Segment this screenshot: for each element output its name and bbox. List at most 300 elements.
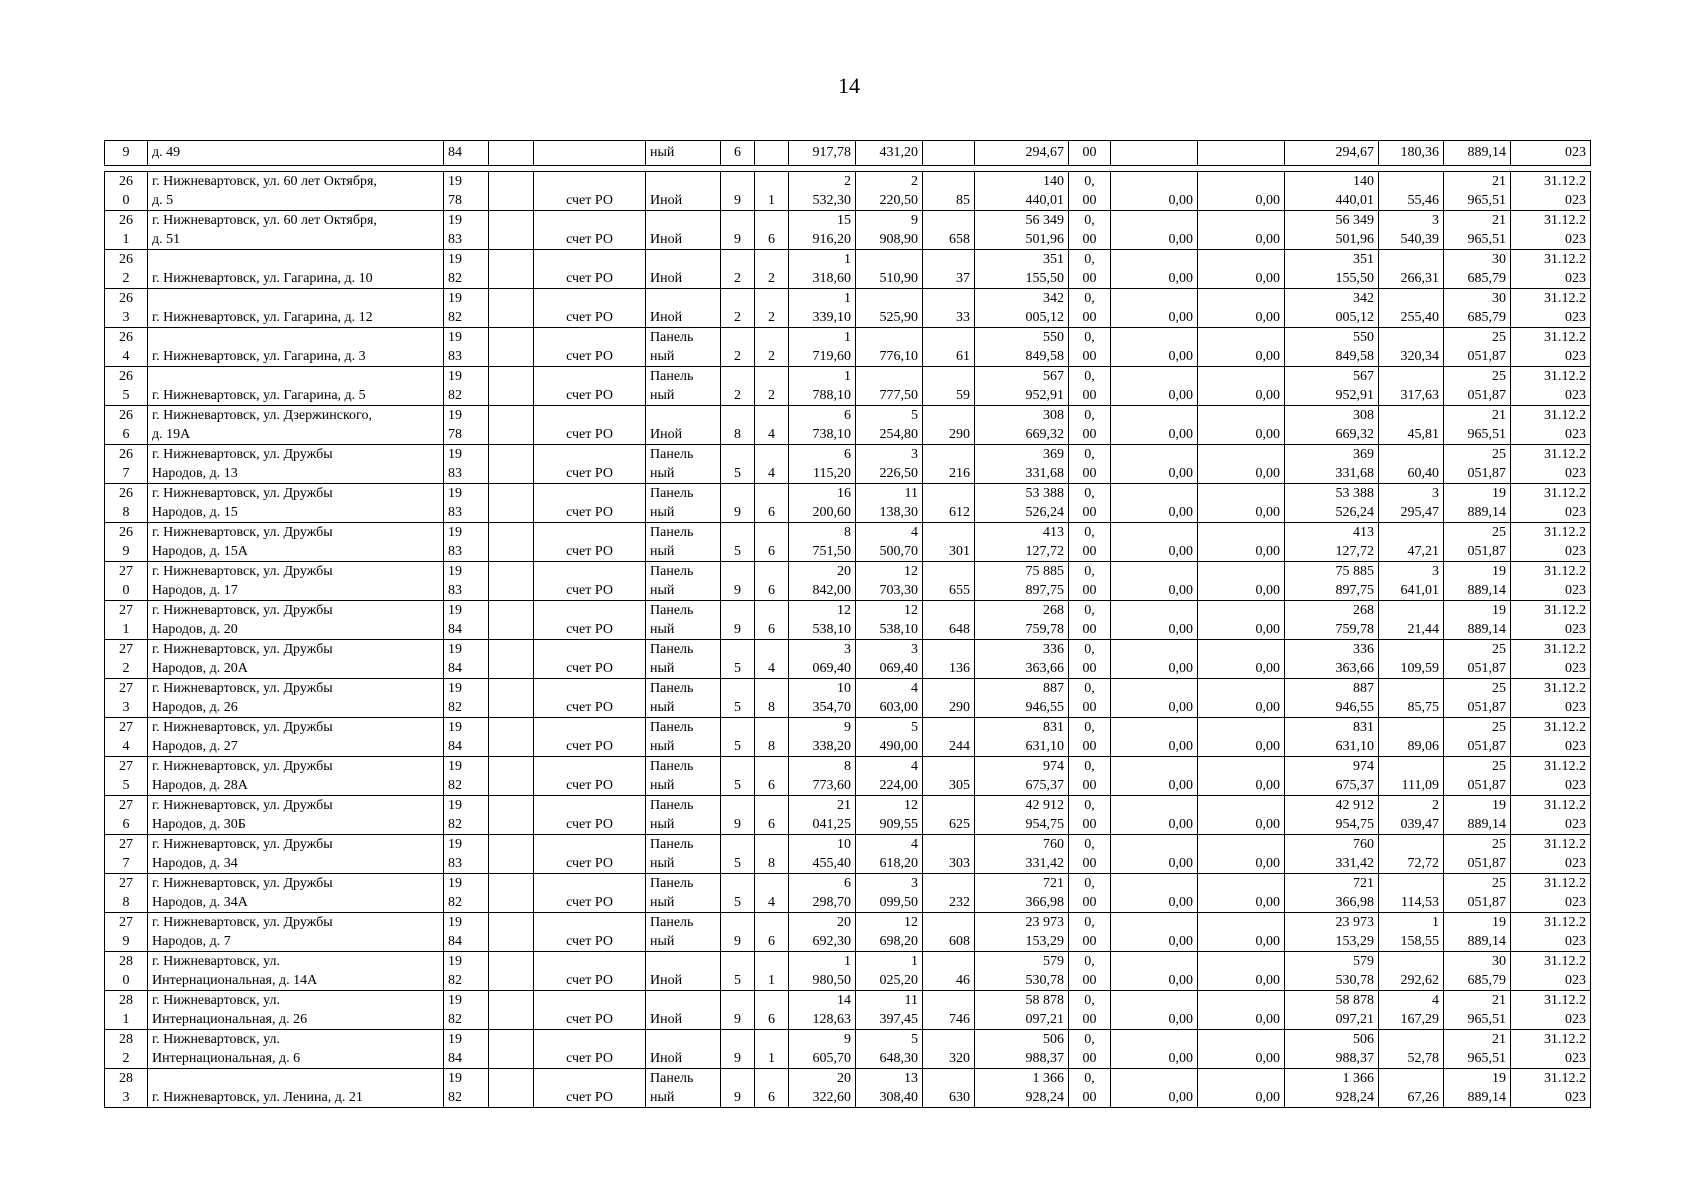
table-row <box>105 523 1591 562</box>
table-cell: 268 759,78 <box>975 601 1069 640</box>
table-row <box>105 952 1591 991</box>
table-cell: 0,00 <box>1111 211 1198 250</box>
table-row <box>105 367 1591 406</box>
table-cell: 9 <box>721 484 755 523</box>
table-cell: 5 <box>721 757 755 796</box>
table-cell: 3 641,01 <box>1379 562 1444 601</box>
table-cell: 30 685,79 <box>1444 289 1511 328</box>
table-cell: 59 <box>923 367 975 406</box>
table-cell: 292,62 <box>1379 952 1444 991</box>
table-cell: 19 889,14 <box>1444 601 1511 640</box>
table-cell: 0, 00 <box>1069 835 1111 874</box>
table-cell: 0,00 <box>1198 406 1285 445</box>
table-cell: Иной <box>646 952 721 991</box>
table-cell: счет РО <box>534 172 646 211</box>
table-cell: 12 909,55 <box>856 796 923 835</box>
table-cell: 00 <box>1069 141 1111 166</box>
table-cell: 974 675,37 <box>975 757 1069 796</box>
table-cell: 5 <box>721 523 755 562</box>
table-cell: 3 295,47 <box>1379 484 1444 523</box>
table-cell: 0,00 <box>1198 289 1285 328</box>
table-cell: г. Нижневартовск, ул. Дружбы Народов, д. 15А <box>148 523 444 562</box>
table-cell: 305 <box>923 757 975 796</box>
table-cell: 5 <box>721 952 755 991</box>
table-cell: 31.12.2 023 <box>1511 250 1591 289</box>
table-cell: 0,00 <box>1111 991 1198 1030</box>
table-cell: 19 78 <box>444 406 489 445</box>
table-cell: 19 82 <box>444 250 489 289</box>
table-cell: счет РО <box>534 367 646 406</box>
table-cell: 9 <box>721 991 755 1030</box>
table-cell: 6 <box>755 484 789 523</box>
table-row <box>105 718 1591 757</box>
table-cell: 303 <box>923 835 975 874</box>
table-cell: 0, 00 <box>1069 679 1111 718</box>
table-cell: 25 051,87 <box>1444 718 1511 757</box>
table-cell: 114,53 <box>1379 874 1444 913</box>
table-cell: счет РО <box>534 952 646 991</box>
table-cell: 4 500,70 <box>856 523 923 562</box>
table-cell: 19 83 <box>444 211 489 250</box>
table-cell: 6 738,10 <box>789 406 856 445</box>
table-cell: 109,59 <box>1379 640 1444 679</box>
table-cell: 26 5 <box>105 367 148 406</box>
table-cell: 290 <box>923 406 975 445</box>
table-cell: 0, 00 <box>1069 523 1111 562</box>
table-cell: 25 051,87 <box>1444 523 1511 562</box>
table-cell: 56 349 501,96 <box>1285 211 1379 250</box>
table-cell: 4 <box>755 874 789 913</box>
table-cell: 9 605,70 <box>789 1030 856 1069</box>
table-cell: 31.12.2 023 <box>1511 757 1591 796</box>
table-cell <box>489 1069 534 1108</box>
table-cell: 30 685,79 <box>1444 952 1511 991</box>
table-cell: 28 2 <box>105 1030 148 1069</box>
table-cell: счет РО <box>534 757 646 796</box>
table-cell: 216 <box>923 445 975 484</box>
table-cell: 19 82 <box>444 874 489 913</box>
table-cell: г. Нижневартовск, ул. Дружбы Народов, д. 28А <box>148 757 444 796</box>
table-cell: Панель ный <box>646 640 721 679</box>
table-cell: Панель ный <box>646 1069 721 1108</box>
table-cell: 308 669,32 <box>975 406 1069 445</box>
table-cell: 0,00 <box>1198 952 1285 991</box>
table-cell: 31.12.2 023 <box>1511 172 1591 211</box>
table-cell: 9 <box>721 1030 755 1069</box>
table-cell: 255,40 <box>1379 289 1444 328</box>
table-cell: Панель ный <box>646 523 721 562</box>
table-cell: 75 885 897,75 <box>1285 562 1379 601</box>
table-cell: 268 759,78 <box>1285 601 1379 640</box>
table-cell: счет РО <box>534 718 646 757</box>
table-cell: 31.12.2 023 <box>1511 952 1591 991</box>
table-cell: 6 <box>755 1069 789 1108</box>
table-cell: 0, 00 <box>1069 1069 1111 1108</box>
table-cell: 19 889,14 <box>1444 484 1511 523</box>
table-cell: Панель ный <box>646 913 721 952</box>
table-cell: 19 83 <box>444 835 489 874</box>
table-cell: 5 <box>721 874 755 913</box>
table-cell: 0, 00 <box>1069 1030 1111 1069</box>
table-cell: 0,00 <box>1198 367 1285 406</box>
table-cell: 31.12.2 023 <box>1511 718 1591 757</box>
table-cell <box>489 952 534 991</box>
table-cell: 2 <box>755 250 789 289</box>
table-cell: 20 322,60 <box>789 1069 856 1108</box>
table-cell: 25 051,87 <box>1444 835 1511 874</box>
table-cell: 42 912 954,75 <box>1285 796 1379 835</box>
table-cell: Иной <box>646 250 721 289</box>
table-cell: 6 <box>755 601 789 640</box>
table-cell: 55,46 <box>1379 172 1444 211</box>
table-cell: 85 <box>923 172 975 211</box>
table-cell: 6 <box>755 913 789 952</box>
table-cell: 67,26 <box>1379 1069 1444 1108</box>
table-cell: 294,67 <box>1285 141 1379 166</box>
table-cell: г. Нижневартовск, ул. Интернациональная, д. 26 <box>148 991 444 1030</box>
table-cell: 0,00 <box>1198 640 1285 679</box>
table-cell: 0, 00 <box>1069 367 1111 406</box>
table-cell: 21 965,51 <box>1444 991 1511 1030</box>
table-cell: 3 069,40 <box>789 640 856 679</box>
table-cell: 369 331,68 <box>975 445 1069 484</box>
table-cell: 0,00 <box>1198 211 1285 250</box>
table-cell: счет РО <box>534 523 646 562</box>
table-cell: 25 051,87 <box>1444 367 1511 406</box>
table-cell: 27 0 <box>105 562 148 601</box>
housing-register-table <box>104 140 1591 1108</box>
table-cell <box>1111 141 1198 166</box>
table-cell: счет РО <box>534 211 646 250</box>
table-row <box>105 562 1591 601</box>
table-cell: 11 397,45 <box>856 991 923 1030</box>
table-cell: 506 988,37 <box>1285 1030 1379 1069</box>
table-cell: 0,00 <box>1198 991 1285 1030</box>
table-cell: 19 82 <box>444 796 489 835</box>
table-cell: 31.12.2 023 <box>1511 1030 1591 1069</box>
table-cell: 28 3 <box>105 1069 148 1108</box>
table-cell: 19 78 <box>444 172 489 211</box>
table-cell: 31.12.2 023 <box>1511 523 1591 562</box>
table-cell: 0,00 <box>1198 718 1285 757</box>
table-cell: 336 363,66 <box>975 640 1069 679</box>
table-cell: 369 331,68 <box>1285 445 1379 484</box>
table-cell: 831 631,10 <box>1285 718 1379 757</box>
table-cell: 31.12.2 023 <box>1511 406 1591 445</box>
table-cell: 19 82 <box>444 991 489 1030</box>
table-cell: 0, 00 <box>1069 445 1111 484</box>
table-cell: 19 82 <box>444 367 489 406</box>
table-cell: г. Нижневартовск, ул. Дружбы Народов, д. 7 <box>148 913 444 952</box>
table-cell: г. Нижневартовск, ул. Дружбы Народов, д. 30Б <box>148 796 444 835</box>
table-cell <box>489 757 534 796</box>
table-cell: 27 1 <box>105 601 148 640</box>
table-cell: 413 127,72 <box>975 523 1069 562</box>
table-cell: 2 532,30 <box>789 172 856 211</box>
table-cell: 777,50 <box>856 367 923 406</box>
table-cell: 8 751,50 <box>789 523 856 562</box>
table-cell: 9 <box>721 601 755 640</box>
table-cell: 21 965,51 <box>1444 172 1511 211</box>
table-cell: 19 82 <box>444 757 489 796</box>
table-cell: 308 669,32 <box>1285 406 1379 445</box>
table-cell: 0,00 <box>1111 172 1198 211</box>
table-cell: 31.12.2 023 <box>1511 211 1591 250</box>
table-cell: 0, 00 <box>1069 757 1111 796</box>
table-cell: 25 051,87 <box>1444 328 1511 367</box>
table-cell: 721 366,98 <box>1285 874 1379 913</box>
table-cell: 550 849,58 <box>1285 328 1379 367</box>
table-cell: счет РО <box>534 289 646 328</box>
table-cell: 75 885 897,75 <box>975 562 1069 601</box>
table-cell: 6 <box>755 796 789 835</box>
table-cell: Панель ный <box>646 874 721 913</box>
table-cell <box>489 211 534 250</box>
table-cell: 0,00 <box>1198 172 1285 211</box>
table-cell: 3 069,40 <box>856 640 923 679</box>
table-cell <box>489 1030 534 1069</box>
table-cell: 5 <box>721 640 755 679</box>
table-cell: Панель ный <box>646 367 721 406</box>
table-cell: 4 618,20 <box>856 835 923 874</box>
table-cell: 140 440,01 <box>975 172 1069 211</box>
table-cell: 023 <box>1511 141 1591 166</box>
table-cell <box>489 172 534 211</box>
table-cell: 2 <box>755 367 789 406</box>
table-cell <box>489 835 534 874</box>
table-cell: 19 82 <box>444 679 489 718</box>
table-cell: 6 <box>721 141 755 166</box>
table-cell: 26 2 <box>105 250 148 289</box>
table-cell: 0,00 <box>1198 796 1285 835</box>
table-cell: 26 3 <box>105 289 148 328</box>
table-cell: 0, 00 <box>1069 172 1111 211</box>
table-cell: счет РО <box>534 601 646 640</box>
table-cell: 25 051,87 <box>1444 874 1511 913</box>
table-cell: 2 <box>755 289 789 328</box>
table-cell: г. Нижневартовск, ул. Ленина, д. 21 <box>148 1069 444 1108</box>
table-row <box>105 757 1591 796</box>
table-row <box>105 141 1591 166</box>
table-row <box>105 679 1591 718</box>
table-cell: 431,20 <box>856 141 923 166</box>
table-cell: г. Нижневартовск, ул. Дружбы Народов, д. 34А <box>148 874 444 913</box>
table-cell: счет РО <box>534 1069 646 1108</box>
table-cell: г. Нижневартовск, ул. 60 лет Октября, д. 51 <box>148 211 444 250</box>
table-cell: 2 <box>721 250 755 289</box>
table-cell: Панель ный <box>646 718 721 757</box>
table-cell <box>489 445 534 484</box>
table-cell: 1 980,50 <box>789 952 856 991</box>
table-cell: 294,67 <box>975 141 1069 166</box>
table-cell: 917,78 <box>789 141 856 166</box>
table-cell: 30 685,79 <box>1444 250 1511 289</box>
table-cell <box>489 484 534 523</box>
table-cell: 28 0 <box>105 952 148 991</box>
table-cell: 85,75 <box>1379 679 1444 718</box>
table-cell: 342 005,12 <box>1285 289 1379 328</box>
table-cell: Панель ный <box>646 835 721 874</box>
table-row <box>105 445 1591 484</box>
table-cell <box>489 141 534 166</box>
table-cell: Иной <box>646 172 721 211</box>
table-cell: 111,09 <box>1379 757 1444 796</box>
table-cell: г. Нижневартовск, ул. Дружбы Народов, д. 26 <box>148 679 444 718</box>
table-cell: 0, 00 <box>1069 952 1111 991</box>
table-cell: 0,00 <box>1111 1030 1198 1069</box>
table-cell: 266,31 <box>1379 250 1444 289</box>
table-cell: 0,00 <box>1111 406 1198 445</box>
table-cell: 23 973 153,29 <box>1285 913 1379 952</box>
table-cell: 0, 00 <box>1069 874 1111 913</box>
table-row <box>105 835 1591 874</box>
table-cell: 0,00 <box>1111 679 1198 718</box>
table-cell: 887 946,55 <box>1285 679 1379 718</box>
table-cell: 21 965,51 <box>1444 406 1511 445</box>
table-cell <box>489 328 534 367</box>
table-cell: 0,00 <box>1111 367 1198 406</box>
table-cell: 4 <box>755 445 789 484</box>
table-cell: 579 530,78 <box>975 952 1069 991</box>
table-cell: 1 788,10 <box>789 367 856 406</box>
table-cell: счет РО <box>534 562 646 601</box>
table-cell: 0, 00 <box>1069 484 1111 523</box>
table-cell: 5 254,80 <box>856 406 923 445</box>
table-cell: Иной <box>646 211 721 250</box>
table-cell: Панель ный <box>646 601 721 640</box>
table-cell: 351 155,50 <box>975 250 1069 289</box>
table-cell: 19 83 <box>444 445 489 484</box>
table-cell: счет РО <box>534 796 646 835</box>
table-cell: г. Нижневартовск, ул. Интернациональная, д. 14А <box>148 952 444 991</box>
table-row <box>105 250 1591 289</box>
table-cell: 320 <box>923 1030 975 1069</box>
table-cell: 8 <box>721 406 755 445</box>
table-cell: 20 842,00 <box>789 562 856 601</box>
table-cell: 19 84 <box>444 640 489 679</box>
table-cell: счет РО <box>534 328 646 367</box>
table-cell: 5 <box>721 835 755 874</box>
table-cell: 19 84 <box>444 718 489 757</box>
table-cell: 974 675,37 <box>1285 757 1379 796</box>
table-cell: счет РО <box>534 679 646 718</box>
table-cell: 4 <box>755 406 789 445</box>
table-cell: 0, 00 <box>1069 562 1111 601</box>
table-cell: 232 <box>923 874 975 913</box>
table-cell: 0, 00 <box>1069 718 1111 757</box>
table-cell: 15 916,20 <box>789 211 856 250</box>
table-cell: 0, 00 <box>1069 601 1111 640</box>
table-cell: г. Нижневартовск, ул. Гагарина, д. 5 <box>148 367 444 406</box>
table-cell: Панель ный <box>646 445 721 484</box>
table-cell: счет РО <box>534 874 646 913</box>
table-cell: г. Нижневартовск, ул. Гагарина, д. 10 <box>148 250 444 289</box>
table-cell: г. Нижневартовск, ул. Дружбы Народов, д. 34 <box>148 835 444 874</box>
table-cell: г. Нижневартовск, ул. Дружбы Народов, д. 20А <box>148 640 444 679</box>
table-cell: Панель ный <box>646 679 721 718</box>
table-cell: 0, 00 <box>1069 913 1111 952</box>
table-cell: 0,00 <box>1111 874 1198 913</box>
table-cell: 0,00 <box>1111 562 1198 601</box>
table-cell: 1 <box>755 172 789 211</box>
table-cell: 31.12.2 023 <box>1511 874 1591 913</box>
table-cell: 12 703,30 <box>856 562 923 601</box>
table-cell <box>489 601 534 640</box>
table-cell: 31.12.2 023 <box>1511 367 1591 406</box>
table-cell: 9 908,90 <box>856 211 923 250</box>
table-cell: 0, 00 <box>1069 640 1111 679</box>
page-number: 14 <box>838 73 860 98</box>
table-cell: 9 <box>721 211 755 250</box>
table-cell: Панель ный <box>646 328 721 367</box>
table-cell: 342 005,12 <box>975 289 1069 328</box>
table-cell: 0,00 <box>1111 1069 1198 1108</box>
table-cell: 140 440,01 <box>1285 172 1379 211</box>
table-cell: 2 <box>755 328 789 367</box>
table-cell <box>489 250 534 289</box>
table-cell <box>489 796 534 835</box>
table-cell: Панель ный <box>646 757 721 796</box>
table-cell: 567 952,91 <box>1285 367 1379 406</box>
table-cell: 8 <box>755 679 789 718</box>
table-cell: 52,78 <box>1379 1030 1444 1069</box>
table-cell: 5 <box>721 445 755 484</box>
table-cell: 19 889,14 <box>1444 796 1511 835</box>
table-cell: 0,00 <box>1111 328 1198 367</box>
table-cell: 19 83 <box>444 523 489 562</box>
table-cell <box>489 289 534 328</box>
table-cell: 19 84 <box>444 913 489 952</box>
table-cell: 9 <box>105 141 148 166</box>
table-cell: 31.12.2 023 <box>1511 484 1591 523</box>
table-cell: 0, 00 <box>1069 991 1111 1030</box>
table-cell: Панель ный <box>646 562 721 601</box>
table-cell: 0,00 <box>1111 796 1198 835</box>
table-cell: счет РО <box>534 913 646 952</box>
table-cell: 0,00 <box>1198 562 1285 601</box>
table-cell: 6 <box>755 211 789 250</box>
table-cell: 510,90 <box>856 250 923 289</box>
table-cell: 27 9 <box>105 913 148 952</box>
table-cell: 608 <box>923 913 975 952</box>
table-cell: 31.12.2 023 <box>1511 913 1591 952</box>
table-cell: 1 158,55 <box>1379 913 1444 952</box>
table-cell: 9 <box>721 913 755 952</box>
table-cell: 0,00 <box>1198 484 1285 523</box>
table-cell <box>534 141 646 166</box>
table-cell: 27 7 <box>105 835 148 874</box>
table-cell: 0,00 <box>1198 523 1285 562</box>
table-cell: 26 6 <box>105 406 148 445</box>
table-cell: 31.12.2 023 <box>1511 289 1591 328</box>
table-cell: 0, 00 <box>1069 211 1111 250</box>
table-cell: 5 <box>721 679 755 718</box>
table-cell: 26 9 <box>105 523 148 562</box>
table-cell: 0,00 <box>1198 328 1285 367</box>
table-cell: 0,00 <box>1111 757 1198 796</box>
table-cell: г. Нижневартовск, ул. Дружбы Народов, д. 13 <box>148 445 444 484</box>
table-cell: счет РО <box>534 640 646 679</box>
table-cell: 831 631,10 <box>975 718 1069 757</box>
table-cell: 746 <box>923 991 975 1030</box>
table-cell: 0,00 <box>1111 640 1198 679</box>
table-cell: 19 889,14 <box>1444 562 1511 601</box>
table-cell: 760 331,42 <box>1285 835 1379 874</box>
table-cell: 4 224,00 <box>856 757 923 796</box>
table-cell: 5 <box>721 718 755 757</box>
table-cell: 0,00 <box>1198 250 1285 289</box>
table-cell: 0, 00 <box>1069 406 1111 445</box>
